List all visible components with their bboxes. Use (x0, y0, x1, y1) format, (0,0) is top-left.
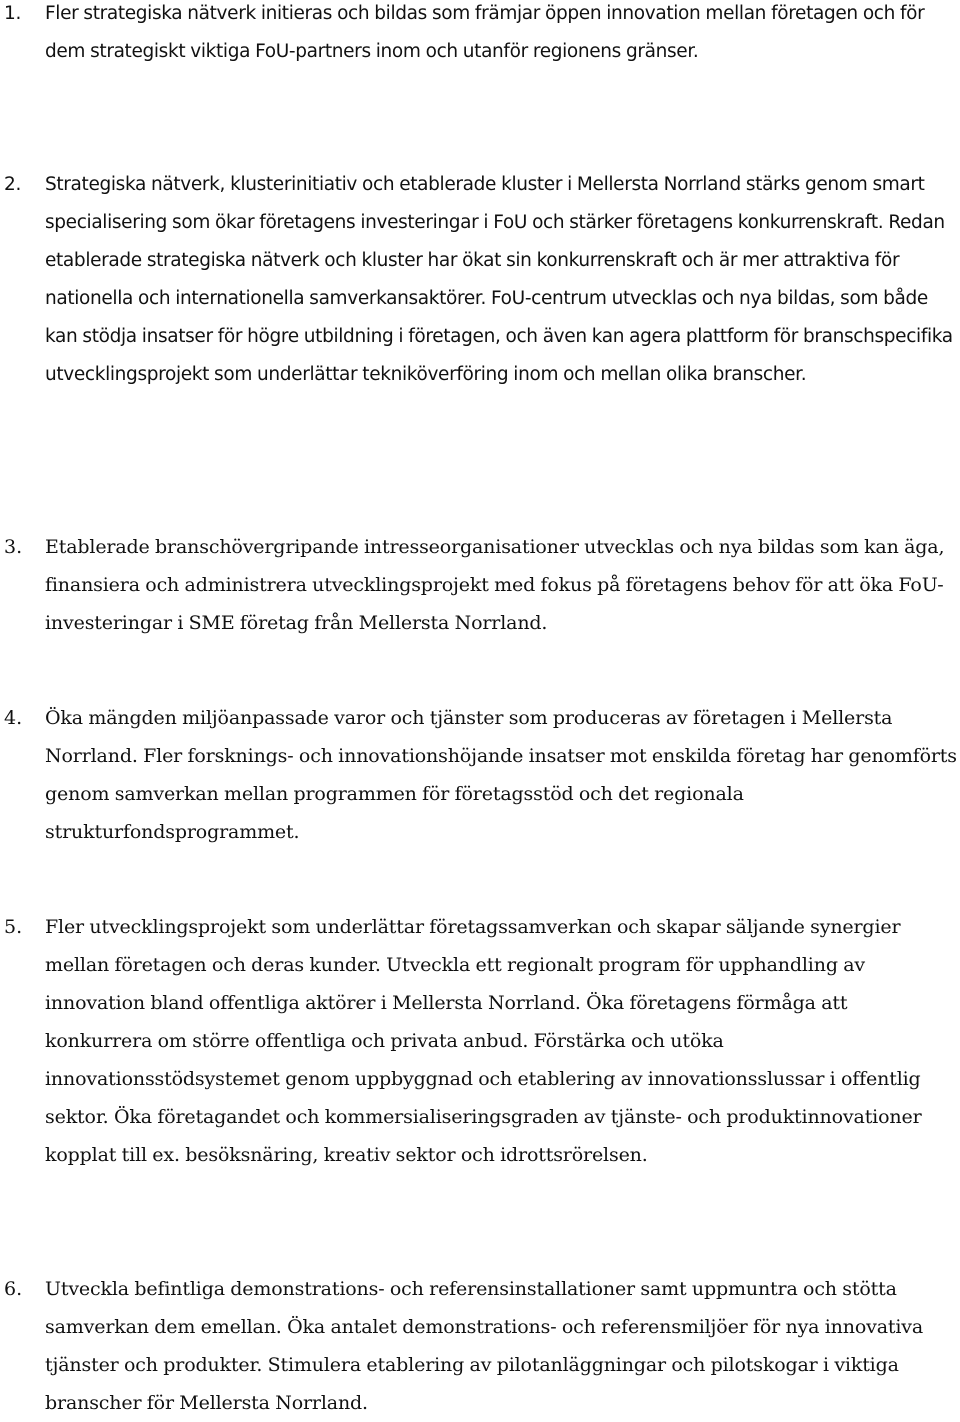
list-item-text: Fler utvecklingsprojekt som underlättar företagssamverkan och skapar säljande synergier mellan företagen och deras kunder. Utveckla ett regionalt program för upphandling av innovation bland offentliga aktörer i Mellersta Norrland. Öka företagens förmåga att konkurrera om större offentliga och privata anbud. Förstärka och utöka innovationsstödsystemet genom uppbyggnad och etablering av innovationsslussar i offentlig sektor. Öka företagandet och kommersialiseringsgraden av tjänste- och produktinnovationer kopplat till ex. besöksnäring, kreativ sektor och idrottsrörelsen. (45, 916, 922, 1166)
list-item-number: 1. (4, 3, 22, 24)
list-item-number: 4. (4, 707, 23, 729)
list-item-number: 2. (4, 174, 22, 195)
list-item-number: 3. (4, 536, 23, 558)
list-item-text: Utveckla befintliga demonstrations- och referensinstallationer samt uppmuntra och stötta samverkan dem emellan. Öka antalet demonstrations- och referensmiljöer för nya innovativa tjänster och produkter. Stimulera etablering av pilotanläggningar och pilotskogar i viktiga branscher för Mellersta Norrland. (45, 1278, 924, 1414)
list-item-text: Etablerade branschövergripande intresseorganisationer utvecklas och nya bildas som kan äga, finansiera och administrera utvecklingsprojekt med fokus på företagens behov för att öka FoU-investeringar i SME företag från Mellersta Norrland. (45, 536, 945, 634)
list-item-number: 6. (4, 1278, 23, 1300)
list-item (0, 1270, 960, 1422)
list-item-text: Öka mängden miljöanpassade varor och tjänster som produceras av företagen i Mellersta Norrland. Fler forsknings- och innovationshöjande insatser mot enskilda företag har genomförts genom samverkan mellan programmen för företagsstöd och det regionala strukturfondsprogrammet. (45, 707, 957, 843)
list-item-text: Fler strategiska nätverk initieras och bildas som främjar öppen innovation mellan företagen och för dem strategiskt viktiga FoU-partners inom och utanför regionens gränser. (45, 3, 925, 62)
list-item (0, 528, 960, 642)
list-item (0, 908, 960, 1174)
list-item-number: 5. (4, 916, 23, 938)
list-item-text: Strategiska nätverk, klusterinitiativ och etablerade kluster i Mellersta Norrland stärks genom smart specialisering som ökar företagens investeringar i FoU och stärker företagens konkurrenskraft. Redan etablerade strategiska nätverk och kluster har ökat sin konkurrenskraft och är mer attraktiva för nationella och internationella samverkansaktörer. FoU-centrum utvecklas och nya bildas, som både kan stödja insatser för högre utbildning i företagen, och även kan agera plattform för branschspecifika utvecklingsprojekt som underlättar tekniköverföring inom och mellan olika branscher. (45, 174, 953, 385)
list-item (0, 699, 960, 851)
list-item (0, 0, 960, 71)
list-item (0, 166, 960, 394)
